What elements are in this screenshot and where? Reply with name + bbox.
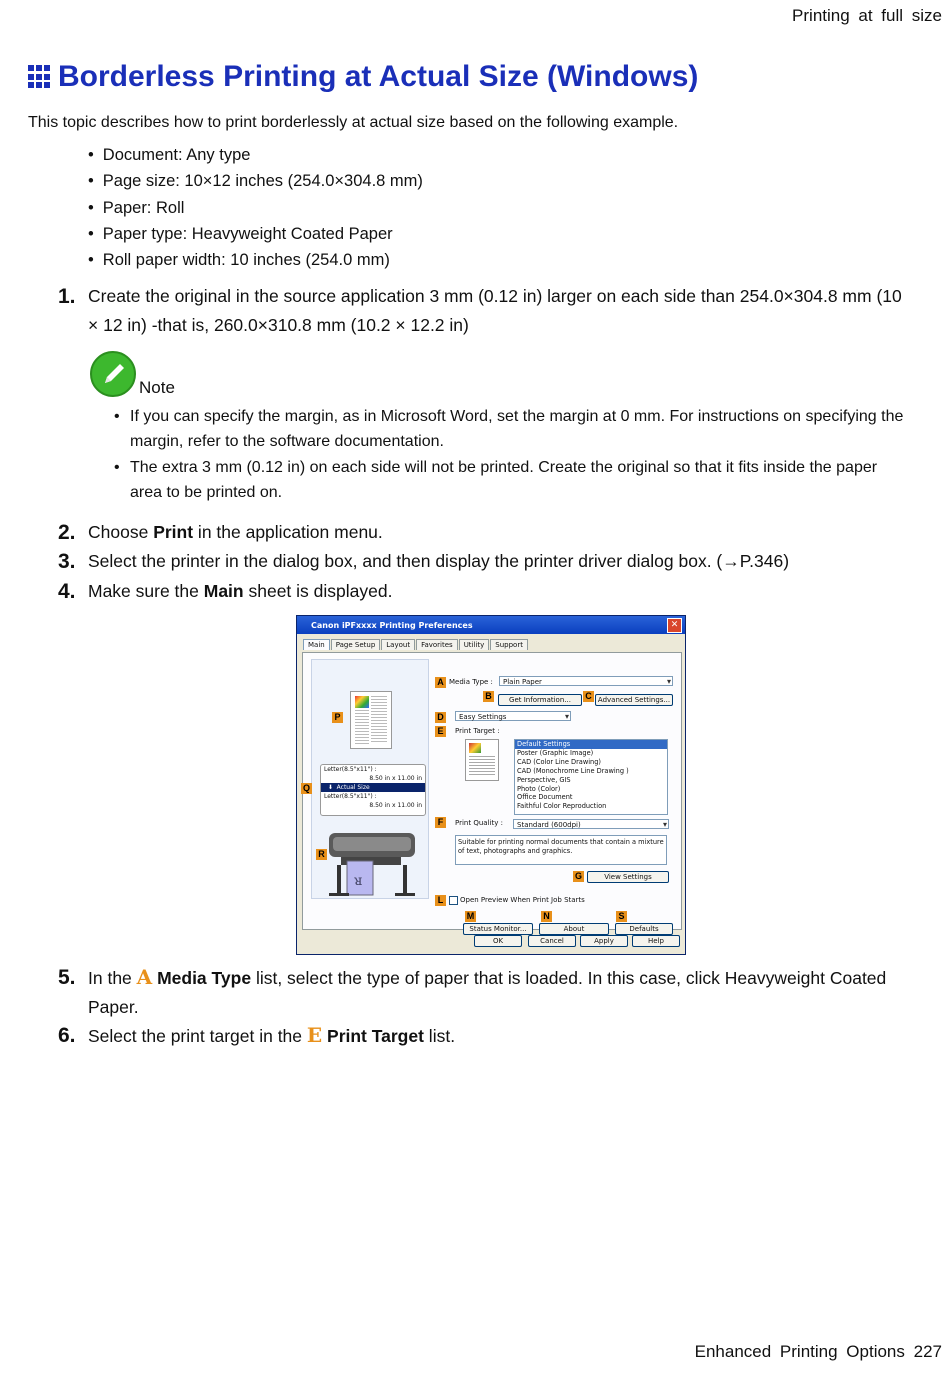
note-pencil-icon <box>90 351 136 397</box>
output-paper: Letter(8.5"x11") : <box>324 793 377 800</box>
list-item: • Document: Any type <box>88 144 423 170</box>
callout-p: P <box>332 712 343 723</box>
page-preview <box>350 691 392 749</box>
footer-chapter: Enhanced Printing Options <box>694 1342 905 1361</box>
callout-m: M <box>466 911 475 921</box>
menu-name: Print <box>153 522 194 542</box>
help-button[interactable]: Help <box>632 935 680 947</box>
tab-layout[interactable]: Layout <box>381 639 415 650</box>
step-text: In the <box>88 968 137 988</box>
control-name: Media Type <box>157 968 252 988</box>
list-item: • Paper: Roll <box>88 197 423 223</box>
output-paper-size: 8.50 in x 11.00 in <box>369 802 422 809</box>
printer-illustration <box>321 823 425 899</box>
advanced-settings-button[interactable]: Advanced Settings... <box>595 694 673 706</box>
list-item[interactable]: Perspective, GIS <box>517 775 571 784</box>
step-text: sheet is displayed. <box>243 581 393 601</box>
defaults-button[interactable]: Defaults <box>615 923 673 935</box>
running-header: Printing at full size <box>792 6 942 25</box>
list-item[interactable]: CAD (Monochrome Line Drawing ) <box>517 766 629 775</box>
list-item: • Paper type: Heavyweight Coated Paper <box>88 223 423 249</box>
media-type-label: Media Type : <box>449 678 493 686</box>
callout-s: S <box>616 911 627 922</box>
step-number: 5. <box>58 966 76 989</box>
step-2 <box>58 518 908 547</box>
list-item[interactable]: CAD (Color Line Drawing) <box>517 757 601 766</box>
callout-q: Q <box>302 783 310 793</box>
step-text: Select the printer in the dialog box, and then display the printer driver dialog box. (→P.346) <box>88 551 790 571</box>
print-target-list[interactable] <box>514 739 668 815</box>
note-item: • The extra 3 mm (0.12 in) on each side will not be printed. Create the original so that it fits inside the paper area to be printed on. <box>114 455 904 505</box>
step-text: Choose <box>88 522 154 542</box>
page-title <box>28 60 698 94</box>
close-icon[interactable]: ✕ <box>667 618 682 633</box>
callout-l: L <box>435 895 446 906</box>
note-label: Note <box>139 378 175 397</box>
callout-f: F <box>435 817 446 828</box>
note-item: • If you can specify the margin, as in Microsoft Word, set the margin at 0 mm. For instructions on specifying the margin, refer to the software documentation. <box>114 404 904 454</box>
step-number: 2. <box>58 521 76 544</box>
status-monitor-button[interactable]: Status Monitor... <box>463 923 533 935</box>
step-1 <box>58 282 908 340</box>
step-3 <box>58 547 908 576</box>
dialog-title: Canon iPFxxxx Printing Preferences <box>311 620 473 630</box>
page-title-text: Borderless Printing at Actual Size (Windows) <box>58 60 699 93</box>
callout-a: A <box>435 677 446 688</box>
step-number: 3. <box>58 550 76 573</box>
paper-size-info <box>320 764 426 816</box>
control-name: Print Target <box>327 1026 424 1046</box>
step-number: 4. <box>58 580 76 603</box>
print-quality-label: Print Quality : <box>455 819 503 827</box>
page-footer <box>695 1342 942 1362</box>
example-list <box>88 144 423 275</box>
note-list <box>114 404 904 506</box>
print-quality-select[interactable]: Standard (600dpi) ▾ <box>513 819 669 829</box>
step-text: Select the print target in the <box>88 1026 307 1046</box>
step-number: 1. <box>58 285 76 308</box>
media-type-select[interactable]: Plain Paper ▾ <box>499 676 673 686</box>
open-preview-checkbox[interactable] <box>449 896 458 905</box>
original-paper-size: 8.50 in x 11.00 in <box>369 775 422 782</box>
printing-preferences-dialog <box>296 615 686 955</box>
list-item[interactable]: Photo (Color) <box>517 784 561 793</box>
callout-r: R <box>316 849 327 860</box>
list-item[interactable]: Poster (Graphic Image) <box>517 748 594 757</box>
step-text: in the application menu. <box>193 522 383 542</box>
list-item: • Roll paper width: 10 inches (254.0 mm) <box>88 249 423 275</box>
callout-letter: A <box>136 965 153 989</box>
cancel-button[interactable]: Cancel <box>528 935 576 947</box>
print-target-thumbnail <box>465 739 499 781</box>
tab-support[interactable]: Support <box>490 639 528 650</box>
callout-d: D <box>435 712 446 723</box>
step-5 <box>58 963 908 1022</box>
tab-favorites[interactable]: Favorites <box>416 639 458 650</box>
list-item[interactable]: Default Settings <box>515 740 667 749</box>
step-4 <box>58 577 908 606</box>
callout-g: G <box>574 871 582 881</box>
print-target-label: Print Target : <box>455 727 500 735</box>
main-sheet <box>302 652 682 933</box>
apply-button[interactable]: Apply <box>580 935 628 947</box>
actual-size-label: Actual Size <box>336 784 370 791</box>
list-item: • Page size: 10×12 inches (254.0×304.8 mm) <box>88 170 423 196</box>
callout-b: B <box>483 691 494 702</box>
step-text: Make sure the <box>88 581 204 601</box>
svg-text:ᴚ: ᴚ <box>354 873 363 889</box>
step-text: list, select the type of paper that is loaded. In this case, click Heavyweight Coated Paper. <box>88 968 887 1017</box>
tab-page-setup[interactable]: Page Setup <box>331 639 381 650</box>
step-6 <box>58 1021 908 1051</box>
step-text: Create the original in the source application 3 mm (0.12 in) larger on each side than 254.0×304.8 mm (10 × 12 in) -that is, 260.0×310.8 mm (10.2 × 12.2 in) <box>88 286 902 335</box>
tab-main[interactable]: Main <box>303 639 330 650</box>
easy-settings-select[interactable]: Easy Settings ▾ <box>455 711 571 721</box>
step-number: 6. <box>58 1024 76 1047</box>
enlarge-mode: ⬇ Actual Size <box>321 783 425 792</box>
original-paper: Letter(8.5"x11") : <box>324 766 377 773</box>
tab-bar <box>303 639 529 650</box>
step-text: list. <box>423 1026 456 1046</box>
list-item[interactable]: Office Document <box>517 793 573 802</box>
callout-c: C <box>583 691 594 702</box>
callout-e: E <box>435 726 446 737</box>
intro-text: This topic describes how to print borderlessly at actual size based on the following example. <box>28 114 679 131</box>
dialog-title-bar <box>297 616 685 634</box>
about-button[interactable]: About <box>539 923 609 935</box>
view-settings-button[interactable]: View Settings <box>587 871 669 883</box>
ok-button[interactable]: OK <box>474 935 522 947</box>
get-information-button[interactable]: Get Information... <box>498 694 582 706</box>
callout-n: N <box>541 911 552 922</box>
description-box: Suitable for printing normal documents that contain a mixture of text, photographs and graphics. <box>455 835 667 865</box>
sheet-name: Main <box>203 581 244 601</box>
page-number: 227 <box>913 1342 942 1361</box>
list-item[interactable]: Faithful Color Reproduction <box>517 802 607 811</box>
callout-letter: E <box>306 1023 323 1047</box>
tab-utility[interactable]: Utility <box>459 639 490 650</box>
grid-icon <box>28 65 52 89</box>
open-preview-label: Open Preview When Print Job Starts <box>460 896 585 904</box>
